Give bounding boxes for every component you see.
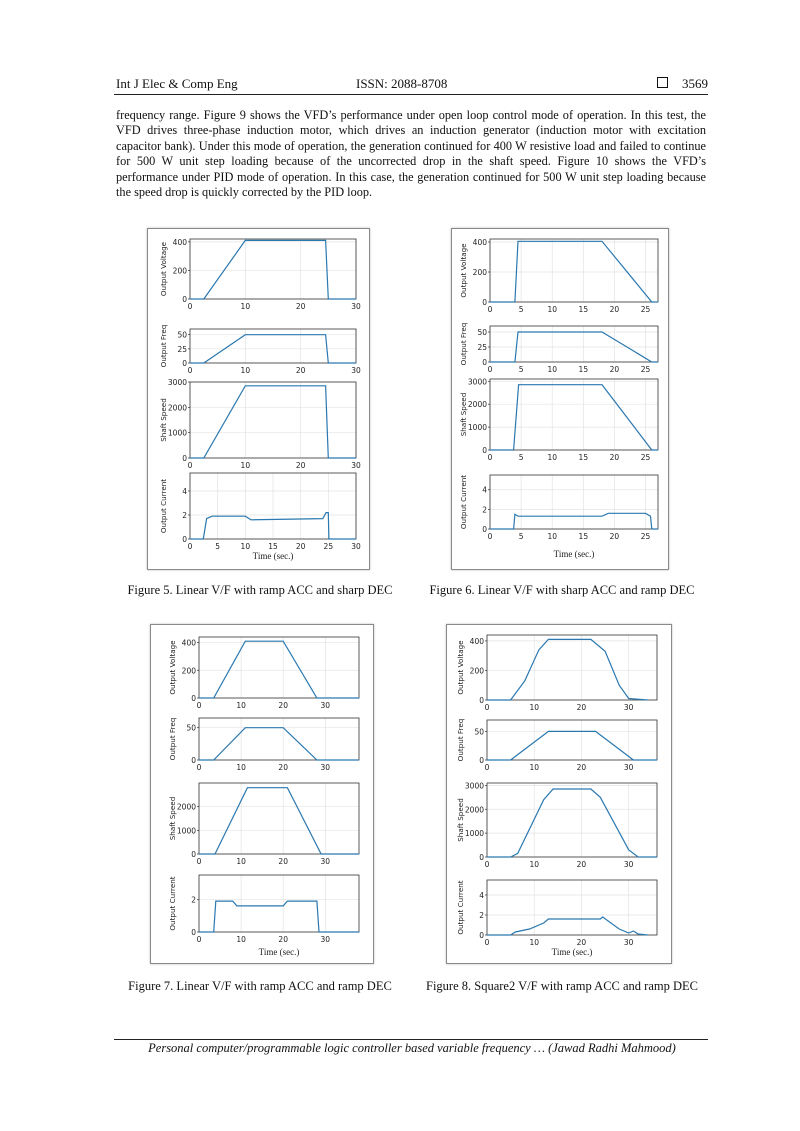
- fig6-p0-xtick-1: 5: [518, 305, 524, 314]
- fig7-p0-ytick-0: 0: [191, 694, 196, 703]
- journal-name: Int J Elec & Comp Eng: [116, 76, 238, 91]
- fig6-p1-ytick-0: 0: [482, 358, 487, 367]
- fig6-p3-frame: [490, 475, 658, 529]
- body-paragraph: frequency range. Figure 9 shows the VFD’s performance under open loop control mode of operation. In this test, the VFD drives three-phase induction motor, which drives an induction generator (induction motor with excitation capacitor bank). Under this mode of operation, the generation continued for 400 W resistive load and failed to continue for 500 W unit step loading because of the uncorrected drop in the shaft speed. Figure 10 shows the VFD’s performance under PID mode of operation. In this case, the generation continued for 500 W unit step loading because the speed drop is quickly corrected by the PID loop.: [116, 108, 706, 200]
- fig6-p3-xtick-2: 10: [547, 532, 557, 541]
- fig8-p0-series-line: [487, 639, 648, 700]
- fig7-p3-xtick-0: 0: [196, 935, 202, 944]
- fig5-p0-xtick-2: 20: [295, 302, 306, 311]
- fig8-panel-0: [456, 635, 657, 712]
- fig6-p2-xtick-2: 10: [547, 453, 557, 462]
- fig7-p3-ylabel: Output Current: [168, 876, 177, 931]
- fig8-p1-ylabel: Output Freq: [456, 718, 465, 762]
- fig8-p3-ylabel: Output Current: [456, 880, 465, 935]
- fig6-p2-xtick-3: 15: [578, 453, 589, 462]
- fig6-p3-ytick-2: 4: [482, 485, 487, 495]
- fig7-p1-xtick-1: 10: [236, 763, 246, 772]
- fig6-panel-2: [459, 377, 658, 462]
- fig6-p2-ylabel: Shaft Speed: [459, 392, 468, 437]
- fig8-p2-series-line: [487, 789, 657, 857]
- fig8-p2-xtick-2: 20: [576, 860, 587, 869]
- fig8-p2-ytick-3: 3000: [464, 781, 484, 791]
- fig6-p3-ylabel: Output Current: [459, 474, 468, 530]
- fig7-panel-0: [168, 637, 359, 710]
- fig7-p1-ylabel: Output Freq: [168, 717, 177, 761]
- fig7-p1-frame: [199, 718, 359, 760]
- fig8-p1-xtick-3: 30: [623, 763, 634, 772]
- fig6-p0-series-line: [490, 241, 658, 302]
- fig5-p2-ytick-2: 2000: [167, 403, 187, 413]
- fig6-p2-ytick-1: 1000: [467, 423, 487, 433]
- fig6-p0-ytick-2: 400: [472, 238, 487, 247]
- fig6-p0-ylabel: Output Voltage: [459, 243, 468, 298]
- fig7-p3-xtick-1: 10: [236, 935, 246, 944]
- fig5-p3-ytick-0: 0: [182, 535, 187, 544]
- fig5-p2-xtick-2: 20: [295, 461, 306, 470]
- fig5-p1-xtick-0: 0: [187, 366, 193, 375]
- fig8-p3-xtick-0: 0: [484, 938, 490, 947]
- fig8-p0-xtick-2: 20: [576, 703, 587, 712]
- fig6-p0-xtick-2: 10: [547, 305, 557, 314]
- fig8-panel-3: [456, 880, 657, 947]
- fig7-p1-xtick-0: 0: [196, 763, 202, 772]
- fig5-xlabel: Time (sec.): [252, 551, 294, 561]
- fig8-p0-xtick-0: 0: [484, 703, 490, 712]
- figure-8: [446, 624, 672, 964]
- fig6-p2-ytick-2: 2000: [467, 400, 487, 410]
- fig7-xlabel: Time (sec.): [258, 947, 300, 957]
- fig5-p3-ytick-1: 2: [182, 511, 187, 520]
- fig6-panel-1: [459, 323, 658, 374]
- fig8-p3-ytick-2: 4: [479, 891, 484, 900]
- fig7-p2-frame: [199, 783, 359, 854]
- fig6-p0-ytick-1: 200: [472, 268, 487, 277]
- fig7-p0-series-line: [199, 641, 359, 698]
- fig5-p2-frame: [190, 382, 356, 458]
- fig8-p1-ytick-0: 0: [479, 756, 484, 765]
- fig7-p2-ytick-0: 0: [191, 850, 196, 859]
- fig6-p2-series-line: [490, 385, 658, 450]
- fig8-p2-ytick-0: 0: [479, 853, 484, 862]
- header-rule: [114, 94, 708, 95]
- fig6-p1-xtick-5: 25: [640, 365, 651, 374]
- fig5-p1-xtick-2: 20: [295, 366, 306, 375]
- fig7-p2-xtick-1: 10: [236, 857, 246, 866]
- issn: ISSN: 2088-8708: [356, 76, 448, 91]
- fig7-p2-xtick-0: 0: [196, 857, 202, 866]
- fig6-p3-xtick-4: 20: [609, 532, 620, 541]
- fig8-p3-ytick-0: 0: [479, 931, 484, 940]
- fig6-p0-xtick-4: 20: [609, 305, 620, 314]
- fig5-p0-ytick-1: 200: [172, 266, 187, 276]
- fig8-p2-ytick-1: 1000: [464, 829, 484, 839]
- fig6-p2-xtick-4: 20: [609, 453, 620, 462]
- fig7-p2-ytick-1: 1000: [176, 826, 196, 836]
- figure-5-caption: Figure 5. Linear V/F with ramp ACC and sharp DEC: [127, 583, 393, 597]
- fig7-p0-frame: [199, 637, 359, 698]
- checkbox-glyph-icon: [657, 77, 668, 88]
- fig5-p3-ylabel: Output Current: [159, 478, 168, 534]
- fig8-p1-series-line: [487, 731, 657, 760]
- fig6-p2-frame: [490, 379, 658, 450]
- fig6-p0-ytick-0: 0: [482, 298, 487, 307]
- fig6-xlabel: Time (sec.): [553, 549, 595, 559]
- fig5-p2-ytick-1: 1000: [167, 428, 187, 438]
- fig7-p1-series-line: [199, 728, 359, 760]
- fig5-p2-series-line: [190, 386, 356, 458]
- fig5-p3-xtick-4: 20: [295, 542, 306, 551]
- fig7-p2-xtick-2: 20: [278, 857, 288, 866]
- fig5-p1-xtick-1: 10: [240, 366, 251, 375]
- fig6-panel-3: [459, 475, 658, 541]
- page-footer: Personal computer/programmable logic controller based variable frequency … (Jawad Radhi Mahmood): [148, 1041, 676, 1055]
- fig8-p3-xtick-3: 30: [623, 938, 634, 947]
- fig7-p0-xtick-3: 30: [320, 701, 331, 710]
- fig8-p0-xtick-3: 30: [623, 703, 634, 712]
- figure-8-caption: Figure 8. Square2 V/F with ramp ACC and ramp DEC: [426, 979, 698, 993]
- fig6-p2-ytick-3: 3000: [467, 377, 487, 387]
- fig5-p1-ytick-0: 0: [182, 359, 187, 368]
- fig6-p2-xtick-1: 5: [518, 453, 524, 462]
- page-number: 3569: [682, 76, 708, 91]
- fig6-p0-xtick-5: 25: [640, 305, 651, 314]
- fig7-p1-ytick-1: 50: [186, 723, 196, 733]
- fig5-p3-xtick-5: 25: [323, 542, 334, 551]
- fig6-p3-xtick-0: 0: [487, 532, 493, 541]
- figure-5: [147, 228, 370, 570]
- fig8-p0-ytick-2: 400: [469, 636, 484, 646]
- fig6-p1-xtick-1: 5: [518, 365, 524, 374]
- fig5-p2-ylabel: Shaft Speed: [159, 398, 168, 442]
- page-number-group: [657, 76, 708, 92]
- fig5-p3-xtick-3: 15: [268, 542, 278, 551]
- figure-7: [150, 624, 374, 964]
- fig5-p0-xtick-1: 10: [240, 302, 251, 311]
- fig7-p3-xtick-2: 20: [278, 935, 288, 944]
- fig7-p3-ytick-0: 0: [191, 928, 196, 937]
- fig6-p1-ytick-1: 25: [477, 343, 487, 352]
- fig8-p2-ytick-2: 2000: [464, 805, 484, 815]
- fig8-p2-xtick-3: 30: [623, 860, 634, 869]
- fig5-p2-ytick-3: 3000: [167, 378, 187, 387]
- fig6-p1-xtick-3: 15: [578, 365, 589, 374]
- fig7-p1-xtick-2: 20: [278, 763, 288, 772]
- fig5-p3-xtick-1: 5: [215, 542, 221, 551]
- fig7-p0-ytick-1: 200: [181, 666, 196, 676]
- fig8-p3-series-line: [487, 917, 648, 935]
- fig7-p3-series-line: [199, 901, 359, 932]
- fig5-p1-ytick-2: 50: [177, 330, 187, 340]
- fig6-p0-xtick-0: 0: [487, 305, 493, 314]
- fig5-p2-xtick-0: 0: [187, 461, 193, 470]
- fig8-p0-frame: [487, 635, 657, 700]
- fig5-p0-xtick-3: 30: [351, 302, 361, 311]
- fig5-p2-xtick-1: 10: [240, 461, 251, 470]
- fig5-p3-xtick-0: 0: [187, 542, 193, 551]
- fig5-p1-xtick-3: 30: [351, 366, 361, 375]
- fig7-panel-2: [168, 783, 359, 866]
- fig8-p2-xtick-0: 0: [484, 860, 490, 869]
- fig7-p2-xtick-3: 30: [320, 857, 331, 866]
- fig7-p0-ylabel: Output Voltage: [168, 640, 177, 695]
- fig7-p3-frame: [199, 875, 359, 932]
- figure-8-chart: [447, 625, 671, 963]
- fig6-p1-xtick-4: 20: [609, 365, 620, 374]
- page-header: [116, 76, 708, 94]
- fig6-panel-0: [459, 238, 658, 314]
- fig7-panel-3: [168, 875, 359, 944]
- fig8-p3-ytick-1: 2: [479, 911, 484, 920]
- fig6-p3-xtick-1: 5: [518, 532, 524, 541]
- fig7-p3-ytick-1: 2: [191, 895, 196, 905]
- fig5-p3-xtick-2: 10: [240, 542, 251, 551]
- fig6-p2-ytick-0: 0: [482, 446, 487, 455]
- figure-7-caption: Figure 7. Linear V/F with ramp ACC and ramp DEC: [128, 979, 392, 993]
- fig8-p3-frame: [487, 880, 657, 935]
- fig8-p2-xtick-1: 10: [529, 860, 539, 869]
- fig7-p3-xtick-3: 30: [320, 935, 331, 944]
- fig8-p0-xtick-1: 10: [529, 703, 539, 712]
- fig7-p2-ylabel: Shaft Speed: [168, 796, 177, 841]
- fig6-p3-xtick-3: 15: [578, 532, 589, 541]
- fig5-p1-ylabel: Output Freq: [159, 324, 168, 368]
- fig8-p2-ylabel: Shaft Speed: [456, 798, 465, 842]
- fig6-p2-xtick-0: 0: [487, 453, 493, 462]
- fig5-panel-0: [159, 238, 361, 311]
- fig8-p1-frame: [487, 720, 657, 760]
- fig6-p3-ytick-1: 2: [482, 505, 487, 515]
- fig6-p3-series-line: [490, 513, 658, 529]
- fig5-p3-ytick-2: 4: [182, 487, 187, 496]
- fig6-p2-xtick-5: 25: [640, 453, 651, 462]
- figure-7-chart: [151, 625, 373, 963]
- fig8-p0-ytick-0: 0: [479, 696, 484, 705]
- figure-6: [451, 228, 669, 570]
- fig5-p0-series-line: [190, 240, 356, 299]
- fig7-p2-series-line: [199, 788, 359, 854]
- fig5-p2-xtick-3: 30: [351, 461, 361, 470]
- fig6-p1-ylabel: Output Freq: [459, 322, 468, 366]
- fig6-p1-xtick-0: 0: [487, 365, 493, 374]
- fig5-panel-3: [159, 473, 361, 551]
- fig5-p3-xtick-6: 30: [351, 542, 361, 551]
- fig5-panel-2: [159, 378, 361, 470]
- figure-6-chart: [452, 229, 668, 569]
- fig5-p1-ytick-1: 25: [177, 344, 187, 354]
- fig7-p0-xtick-1: 10: [236, 701, 246, 710]
- fig6-p1-xtick-2: 10: [547, 365, 557, 374]
- fig7-p2-ytick-2: 2000: [176, 802, 196, 812]
- fig6-p1-ytick-2: 50: [477, 328, 487, 337]
- figure-6-caption: Figure 6. Linear V/F with sharp ACC and ramp DEC: [429, 583, 695, 597]
- fig5-p2-ytick-0: 0: [182, 454, 187, 463]
- fig5-p0-frame: [190, 239, 356, 299]
- fig8-p1-xtick-2: 20: [576, 763, 587, 772]
- fig6-p3-ytick-0: 0: [482, 525, 487, 534]
- fig7-p1-ytick-0: 0: [191, 756, 196, 765]
- fig8-p0-ylabel: Output Voltage: [456, 640, 465, 695]
- fig8-p1-ytick-1: 50: [474, 727, 484, 737]
- fig7-panel-1: [168, 718, 359, 772]
- fig8-xlabel: Time (sec.): [551, 947, 593, 957]
- fig8-p1-xtick-0: 0: [484, 763, 490, 772]
- fig7-p0-ytick-2: 400: [181, 638, 196, 648]
- fig5-panel-1: [159, 325, 361, 375]
- fig5-p0-ylabel: Output Voltage: [159, 241, 168, 297]
- fig8-p3-xtick-1: 10: [529, 938, 539, 947]
- fig7-p0-xtick-2: 20: [278, 701, 288, 710]
- fig5-p0-ytick-0: 0: [182, 295, 187, 304]
- fig8-p3-xtick-2: 20: [576, 938, 587, 947]
- fig5-p0-xtick-0: 0: [187, 302, 193, 311]
- fig8-p0-ytick-1: 200: [469, 666, 484, 676]
- fig6-p3-xtick-5: 25: [640, 532, 651, 541]
- footer-rule: [114, 1039, 708, 1040]
- fig7-p1-xtick-3: 30: [320, 763, 331, 772]
- figure-5-chart: [148, 229, 369, 569]
- fig8-panel-2: [456, 781, 657, 869]
- fig8-p1-xtick-1: 10: [529, 763, 539, 772]
- fig6-p0-xtick-3: 15: [578, 305, 589, 314]
- fig7-p0-xtick-0: 0: [196, 701, 202, 710]
- fig8-panel-1: [456, 719, 657, 772]
- fig8-p2-frame: [487, 783, 657, 857]
- fig5-p0-ytick-2: 400: [172, 237, 187, 247]
